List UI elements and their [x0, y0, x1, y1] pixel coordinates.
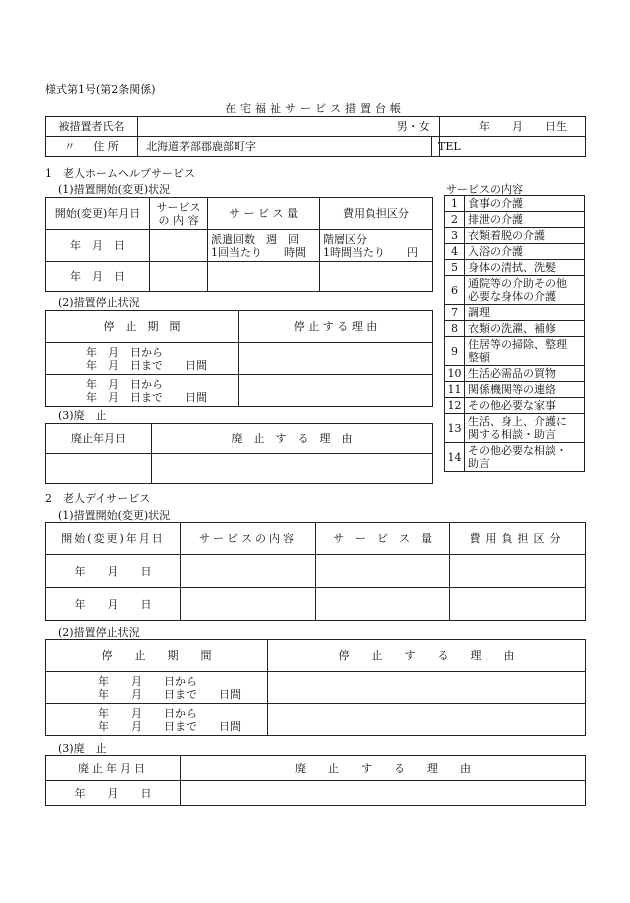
service-item-label — [465, 244, 585, 260]
s1-stop-row1-from: 年 月 日から — [86, 345, 163, 359]
s1-row1-amount-line2: 1回当たり 時間 — [211, 245, 306, 259]
s2-row2-cost[interactable] — [450, 588, 586, 621]
service-item-line: 衣類の洗濯、補修 — [468, 322, 556, 335]
service-item — [445, 228, 585, 244]
service-item-line: その他必要な相談・ — [468, 444, 567, 457]
s1-col-abolish-reason: 廃 止 す る 理 由 — [152, 424, 433, 454]
s2-stop-table — [45, 639, 586, 736]
s1-col-amount: サ ー ビ ス 量 — [208, 198, 320, 230]
gender-field[interactable]: 男・女 — [388, 117, 440, 137]
service-item — [445, 414, 585, 443]
s1-start-table — [45, 197, 433, 292]
s2-row1-date[interactable]: 年 月 日 — [46, 555, 181, 588]
s2-abolish-reason[interactable] — [181, 781, 586, 806]
ditto-mark: 〃 — [64, 140, 76, 153]
service-item-line: 身体の清拭、洗髪 — [468, 261, 556, 274]
service-item-label — [465, 382, 585, 398]
s1-stop-row1-reason[interactable] — [239, 343, 433, 375]
service-item-line: 食事の介護 — [468, 197, 523, 210]
s1-row2-service[interactable] — [150, 262, 208, 292]
s2-stop-title: (2)措置停止状況 — [58, 626, 140, 639]
s1-col-abolish-date: 廃止年月日 — [46, 424, 152, 454]
s1-row1-amount[interactable] — [208, 230, 320, 262]
header-table — [45, 116, 586, 157]
service-item-number: 8 — [445, 321, 465, 337]
s2-stop-row2-from: 年 月 日から — [98, 706, 197, 720]
s1-stop-row2-to: 年 月 日まで 日間 — [86, 390, 207, 404]
s2-stop-row1-period[interactable] — [46, 672, 268, 704]
service-item-label — [465, 443, 585, 472]
s1-start-title: (1)措置開始(変更)状況 — [58, 183, 171, 196]
service-item — [445, 321, 585, 337]
service-item-label — [465, 260, 585, 276]
page-title: 在宅福祉サービス措置台帳 — [225, 102, 405, 115]
s2-abolish-title: (3)廃 止 — [58, 742, 107, 755]
service-item — [445, 244, 585, 260]
s2-row1-amount[interactable] — [316, 555, 450, 588]
service-item-number: 14 — [445, 443, 465, 472]
service-item-label — [465, 321, 585, 337]
s1-row2-date[interactable]: 年 月 日 — [46, 262, 150, 292]
s1-col-cost: 費用負担区分 — [320, 198, 433, 230]
service-item — [445, 305, 585, 321]
service-item-line: 通院等の介助その他 — [468, 277, 567, 290]
services-table — [444, 195, 585, 472]
s1-abolish-title: (3)廃 止 — [58, 409, 107, 422]
s1-col-service — [150, 198, 208, 230]
name-value[interactable] — [138, 117, 388, 137]
service-item — [445, 337, 585, 366]
s2-stop-row2-to: 年 月 日まで 日間 — [98, 719, 241, 733]
s1-col-date: 開始(変更)年月日 — [46, 198, 150, 230]
service-item-line: 衣類着脱の介護 — [468, 229, 545, 242]
service-item — [445, 212, 585, 228]
service-item — [445, 398, 585, 414]
service-item-label — [465, 414, 585, 443]
service-item-number: 10 — [445, 366, 465, 382]
s2-col-abolish-date: 廃止年月日 — [46, 756, 181, 781]
s1-row1-service[interactable] — [150, 230, 208, 262]
s2-stop-row2-period[interactable] — [46, 704, 268, 736]
s2-stop-row2-reason[interactable] — [268, 704, 586, 736]
service-item-label — [465, 337, 585, 366]
service-item-line: その他必要な家事 — [468, 399, 556, 412]
s1-row1-cost[interactable] — [320, 230, 433, 262]
s1-col-period: 停 止 期 間 — [46, 311, 239, 343]
service-item — [445, 196, 585, 212]
service-item-line: 排泄の介護 — [468, 213, 523, 226]
service-item-line: 入浴の介護 — [468, 245, 523, 258]
s2-row1-service[interactable] — [181, 555, 316, 588]
s1-stop-row2-reason[interactable] — [239, 375, 433, 407]
s2-col-reason: 停 止 す る 理 由 — [268, 640, 586, 672]
service-item-number: 9 — [445, 337, 465, 366]
s1-stop-row2-period[interactable] — [46, 375, 239, 407]
service-item — [445, 366, 585, 382]
address-label-cell — [46, 137, 138, 157]
s2-start-table — [45, 522, 586, 621]
s2-row2-date[interactable]: 年 月 日 — [46, 588, 181, 621]
s1-col-reason: 停 止 す る 理 由 — [239, 311, 433, 343]
service-item-number: 11 — [445, 382, 465, 398]
service-item-number: 6 — [445, 276, 465, 305]
s2-abolish-date[interactable]: 年 月 日 — [46, 781, 181, 806]
service-item-label — [465, 366, 585, 382]
s1-abolish-reason[interactable] — [152, 454, 433, 484]
service-item — [445, 443, 585, 472]
s1-col-service-line1: サービス — [156, 200, 201, 214]
s2-start-title: (1)措置開始(変更)状況 — [58, 509, 171, 522]
name-label: 被措置者氏名 — [46, 117, 138, 137]
s2-stop-row1-reason[interactable] — [268, 672, 586, 704]
s1-stop-table — [45, 310, 433, 407]
service-item-number: 12 — [445, 398, 465, 414]
s2-stop-row1-from: 年 月 日から — [98, 674, 197, 688]
service-item-number: 1 — [445, 196, 465, 212]
s2-col-cost: 費用負担区分 — [450, 523, 586, 555]
address-label: 住 所 — [93, 140, 119, 153]
service-item-line: 生活、身上、介護に — [468, 415, 567, 428]
s2-col-abolish-reason: 廃 止 す る 理 由 — [181, 756, 586, 781]
service-item-label — [465, 305, 585, 321]
service-item-line: 調理 — [468, 306, 490, 319]
service-item-number: 3 — [445, 228, 465, 244]
services-title: サービスの内容 — [446, 183, 523, 196]
address-value[interactable]: 北海道茅部郡鹿部町字 — [138, 137, 432, 157]
s2-col-period: 停 止 期 間 — [46, 640, 268, 672]
service-item-number: 2 — [445, 212, 465, 228]
s1-stop-row1-to: 年 月 日まで 日間 — [86, 358, 207, 372]
s1-stop-row2-from: 年 月 日から — [86, 377, 163, 391]
service-item — [445, 276, 585, 305]
service-item — [445, 382, 585, 398]
section2-title: 2 老人デイサービス — [45, 492, 151, 505]
service-item — [445, 260, 585, 276]
service-item-number: 4 — [445, 244, 465, 260]
s2-row2-service[interactable] — [181, 588, 316, 621]
s2-abolish-table — [45, 755, 586, 806]
form-number: 様式第1号(第2条関係) — [45, 83, 156, 96]
service-item-line: 住居等の掃除、整理 — [468, 338, 567, 351]
service-item-number: 5 — [445, 260, 465, 276]
s1-abolish-date[interactable] — [46, 454, 152, 484]
s1-stop-row1-period[interactable] — [46, 343, 239, 375]
service-item-line: 関する相談・助言 — [468, 428, 556, 441]
service-item-label — [465, 398, 585, 414]
tel-label: TEL — [432, 137, 440, 157]
service-item-line: 生活必需品の買物 — [468, 367, 556, 380]
s1-row2-cost[interactable] — [320, 262, 433, 292]
s2-col-service: サービスの内容 — [181, 523, 316, 555]
s1-col-service-line2: の 内 容 — [158, 213, 199, 227]
section1-title: 1 老人ホームヘルプサービス — [45, 167, 195, 180]
service-item-label — [465, 228, 585, 244]
s1-row1-cost-line1: 階層区分 — [323, 232, 367, 246]
s1-row1-cost-line2: 1時間当たり 円 — [323, 245, 418, 259]
service-item-number: 13 — [445, 414, 465, 443]
tel-value[interactable] — [440, 137, 586, 157]
s2-row2-amount[interactable] — [316, 588, 450, 621]
s2-row1-cost[interactable] — [450, 555, 586, 588]
s2-stop-row1-to: 年 月 日まで 日間 — [98, 687, 241, 701]
service-item-label — [465, 276, 585, 305]
service-item-line: 助言 — [468, 457, 490, 470]
s2-col-amount: サ ー ビ ス 量 — [316, 523, 450, 555]
service-item-label — [465, 196, 585, 212]
service-item-number: 7 — [445, 305, 465, 321]
s1-stop-title: (2)措置停止状況 — [58, 296, 140, 309]
s2-col-date: 開始(変更)年月日 — [46, 523, 181, 555]
s1-abolish-table — [45, 423, 433, 484]
s1-row1-amount-line1: 派遣回数 週 回 — [211, 232, 299, 246]
service-item-line: 整頓 — [468, 351, 490, 364]
s1-row1-date[interactable]: 年 月 日 — [46, 230, 150, 262]
birth-date-field[interactable]: 年 月 日生 — [440, 117, 586, 137]
service-item-line: 必要な身体の介護 — [468, 290, 556, 303]
service-item-label — [465, 212, 585, 228]
s1-row2-amount[interactable] — [208, 262, 320, 292]
service-item-line: 関係機関等の連絡 — [468, 383, 556, 396]
